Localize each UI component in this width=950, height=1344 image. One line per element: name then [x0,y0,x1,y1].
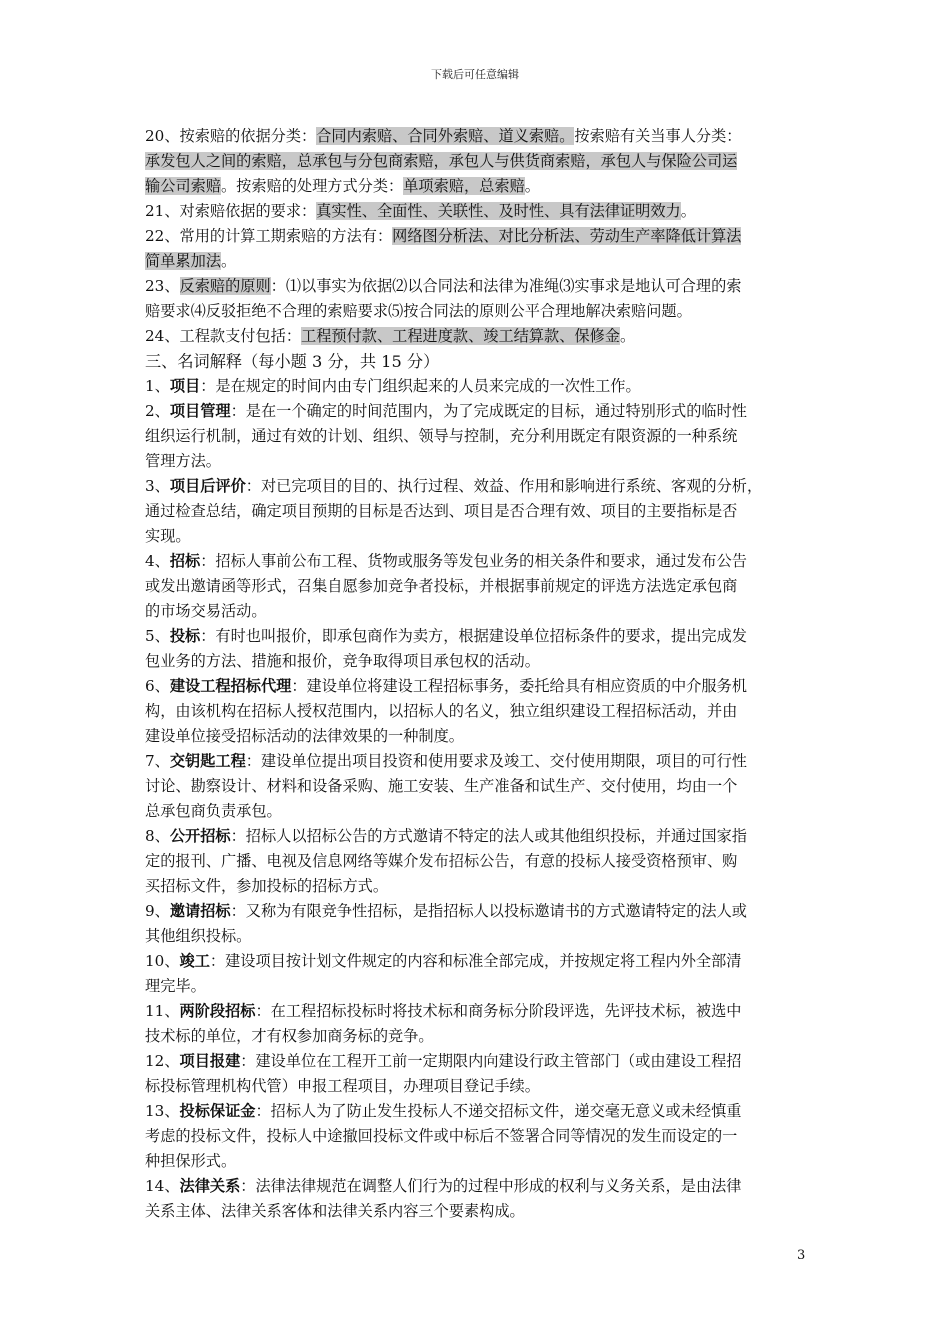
term-number: 11、 [145,1002,180,1020]
term-definition-text: 建设单位接受招标活动的法律效果的一种制度。 [145,727,464,745]
term-definition-text: 标投标管理机构代管）申报工程项目，办理项目登记手续。 [145,1077,540,1095]
term-definition-text: 通过检查总结，确定项目预期的目标是否达到、项目是否合理有效、项目的主要指标是否 [145,502,738,520]
term-definition-text: 或发出邀请函等形式，召集自愿参加竞争者投标，并根据事前规定的评选方法选定承包商 [145,577,738,595]
question-20 [145,124,817,199]
question-22 [145,224,817,274]
term-item [145,399,817,474]
text-line [145,149,817,174]
text-line [145,1174,817,1199]
term-item [145,999,817,1049]
text-line [145,924,817,949]
term-title: 交钥匙工程 [169,752,246,770]
term-definition-text: 技术标的单位，才有权参加商务标的竞争。 [145,1027,434,1045]
term-definition-text: 考虑的投标文件，投标人中途撤回投标文件或中标后不签署合同等情况的发生而设定的一 [145,1127,738,1145]
highlighted-text: 简单累加法 [145,252,221,270]
term-number: 13、 [145,1102,180,1120]
term-definition-text: 讨论、勘察设计、材料和设备采购、施工安装、生产准备和试生产、交付使用，均由一个 [145,777,738,795]
term-definition-text: ：招标人以招标公告的方式邀请不特定的法人或其他组织投标，并通过国家指 [230,827,747,845]
term-definition-text: ：建设项目按计划文件规定的内容和标准全部完成，并按规定将工程内外全部清 [209,952,742,970]
term-definition-text: ：建设单位将建设工程招标事务，委托给具有相应资质的中介服务机 [291,677,747,695]
highlighted-text: 工程预付款、工程进度款、竣工结算款、保修金 [301,327,620,345]
term-definition-text: ：对已完项目的目的、执行过程、效益、作用和影响进行系统、客观的分析， [245,477,763,495]
text-segment: 21、对索赔依据的要求： [145,202,317,220]
term-title: 邀请招标 [169,902,231,920]
text-line [145,474,817,499]
text-line [145,274,817,299]
term-item [145,374,817,399]
text-line [145,874,817,899]
term-number: 9、 [145,902,170,920]
term-item [145,1099,817,1174]
text-line [145,1124,817,1149]
term-number: 1、 [145,377,170,395]
term-definition-text: ：又称为有限竞争性招标，是指招标人以投标邀请书的方式邀请特定的法人或 [230,902,747,920]
term-number: 12、 [145,1052,180,1070]
term-title: 项目报建 [179,1052,241,1070]
text-line [145,499,817,524]
page-number: 3 [797,1248,806,1263]
term-title: 项目 [169,377,201,395]
term-title: 投标保证金 [179,1102,256,1120]
term-title: 建设工程招标代理 [169,677,292,695]
text-line [145,124,817,149]
text-line [145,974,817,999]
text-line [145,324,817,349]
term-definition-text: ：建设单位提出项目投资和使用要求及竣工、交付使用期限，项目的可行性 [245,752,747,770]
highlighted-text: 网络图分析法、对比分析法、劳动生产率降低计算法 [392,227,742,245]
text-segment: 24、工程款支付包括： [145,327,302,345]
term-definition-text: 种担保形式。 [145,1152,237,1170]
text-line [145,549,817,574]
term-definition-text: 实现。 [145,527,191,545]
term-definition-text: ：法律法律规范在调整人们行为的过程中形成的权利与义务关系，是由法律 [240,1177,742,1195]
term-definitions [145,374,817,1224]
term-title: 法律关系 [179,1177,241,1195]
term-title: 项目后评价 [169,477,246,495]
term-definition-text: ：建设单位在工程开工前一定期限内向建设行政主管部门（或由建设工程招 [240,1052,742,1070]
text-line [145,249,817,274]
term-definition-text: ：招标人事前公布工程、货物或服务等发包业务的相关条件和要求，通过发布公告 [200,552,747,570]
highlighted-text: 输公司索赔 [145,177,221,195]
term-definition-text: ：在工程招标投标时将技术标和商务标分阶段评选，先评技术标，被选中 [255,1002,742,1020]
term-definition-text: 定的报刊、广播、电视及信息网络等媒介发布招标公告，有意的投标人接受资格预审、购 [145,852,738,870]
term-item [145,624,817,674]
text-line [145,999,817,1024]
text-line [145,199,817,224]
text-line [145,574,817,599]
term-definition-text: 包业务的方法、措施和报价，竞争取得项目承包权的活动。 [145,652,540,670]
term-definition-text: 理完毕。 [145,977,206,995]
question-23 [145,274,817,324]
text-line [145,524,817,549]
term-definition-text: 的市场交易活动。 [145,602,267,620]
term-title: 公开招标 [169,827,231,845]
term-number: 7、 [145,752,170,770]
text-segment: 按索赔有关当事人分类： [574,127,742,145]
term-number: 6、 [145,677,170,695]
highlighted-text: 反索赔的原则 [179,277,271,295]
term-definition-text: ：招标人为了防止发生投标人不递交招标文件，递交毫无意义或未经慎重 [255,1102,742,1120]
text-segment: 22、常用的计算工期索赔的方法有： [145,227,393,245]
text-line [145,374,817,399]
highlighted-text: 单项索赔，总索赔 [403,177,525,195]
term-definition-text: ：有时也叫报价，即承包商作为卖方，根据建设单位招标条件的要求，提出完成发 [200,627,747,645]
term-definition-text: ：是在一个确定的时间范围内，为了完成既定的目标，通过特别形式的临时性 [230,402,747,420]
term-definition-text: 其他组织投标。 [145,927,252,945]
term-definition-text: 总承包商负责承包。 [145,802,282,820]
term-title: 投标 [169,627,201,645]
term-item [145,899,817,949]
text-segment: 。 [619,327,636,345]
text-segment: 。按索赔的处理方式分类： [220,177,404,195]
text-segment: 。 [524,177,540,195]
text-line [145,399,817,424]
term-item [145,674,817,749]
question-21 [145,199,817,224]
text-line [145,699,817,724]
text-line [145,799,817,824]
term-item [145,549,817,624]
text-line [145,449,817,474]
text-line [145,1149,817,1174]
term-title: 竣工 [179,952,210,970]
term-item [145,824,817,899]
term-item [145,474,817,549]
term-item [145,949,817,999]
term-number: 4、 [145,552,170,570]
term-number: 5、 [145,627,170,645]
text-line [145,724,817,749]
text-segment: ：⑴以事实为依据⑵以合同法和法律为准绳⑶实事求是地认可合理的索 [270,277,742,295]
highlighted-text: 真实性、全面性、关联性、及时性、具有法律证明效力 [316,202,681,220]
term-number: 2、 [145,402,170,420]
text-line [145,774,817,799]
term-definition-text: 买招标文件，参加投标的招标方式。 [145,877,388,895]
text-line [145,1199,817,1224]
term-item [145,1174,817,1224]
term-number: 14、 [145,1177,180,1195]
text-segment: 23、 [145,277,180,295]
text-line [145,749,817,774]
text-line [145,299,817,324]
term-number: 10、 [145,952,180,970]
term-definition-text: 组织运行机制，通过有效的计划、组织、领导与控制，充分利用既定有限资源的一种系统 [145,427,738,445]
term-title: 项目管理 [169,402,231,420]
text-line [145,1074,817,1099]
highlighted-text: 合同内索赔、合同外索赔、道义索赔。 [316,127,575,145]
term-definition-text: ：是在规定的时间内由专门组织起来的人员来完成的一次性工作。 [200,377,641,395]
page-header: 下载后可任意编辑 [431,68,519,81]
term-definition-text: 管理方法。 [145,452,221,470]
term-item [145,749,817,824]
text-line [145,674,817,699]
text-segment: 。 [220,252,237,270]
text-line [145,849,817,874]
text-line [145,624,817,649]
question-24 [145,324,817,349]
text-line [145,899,817,924]
text-line [145,824,817,849]
term-title: 两阶段招标 [179,1002,256,1020]
term-number: 8、 [145,827,170,845]
text-line [145,649,817,674]
document-body [145,124,817,1224]
text-segment: 20、按索赔的依据分类： [145,127,317,145]
term-number: 3、 [145,477,170,495]
section-title: 三、名词解释（每小题 3 分，共 15 分） [145,352,440,371]
text-line [145,1099,817,1124]
text-segment: 赔要求⑷反驳拒绝不合理的索赔要求⑸按合同法的原则公平合理地解决索赔问题。 [145,302,692,320]
text-line [145,224,817,249]
text-line [145,1024,817,1049]
text-line [145,424,817,449]
term-title: 招标 [169,552,201,570]
term-definition-text: 关系主体、法律关系客体和法律关系内容三个要素构成。 [145,1202,525,1220]
text-line [145,949,817,974]
highlighted-text: 承发包人之间的索赔，总承包与分包商索赔，承包人与供货商索赔，承包人与保险公司运 [145,152,738,170]
text-line [145,599,817,624]
text-line [145,1049,817,1074]
term-definition-text: 构，由该机构在招标人授权范围内，以招标人的名义，独立组织建设工程招标活动，并由 [145,702,738,720]
term-item [145,1049,817,1099]
text-line [145,174,817,199]
text-segment: 。 [680,202,696,220]
